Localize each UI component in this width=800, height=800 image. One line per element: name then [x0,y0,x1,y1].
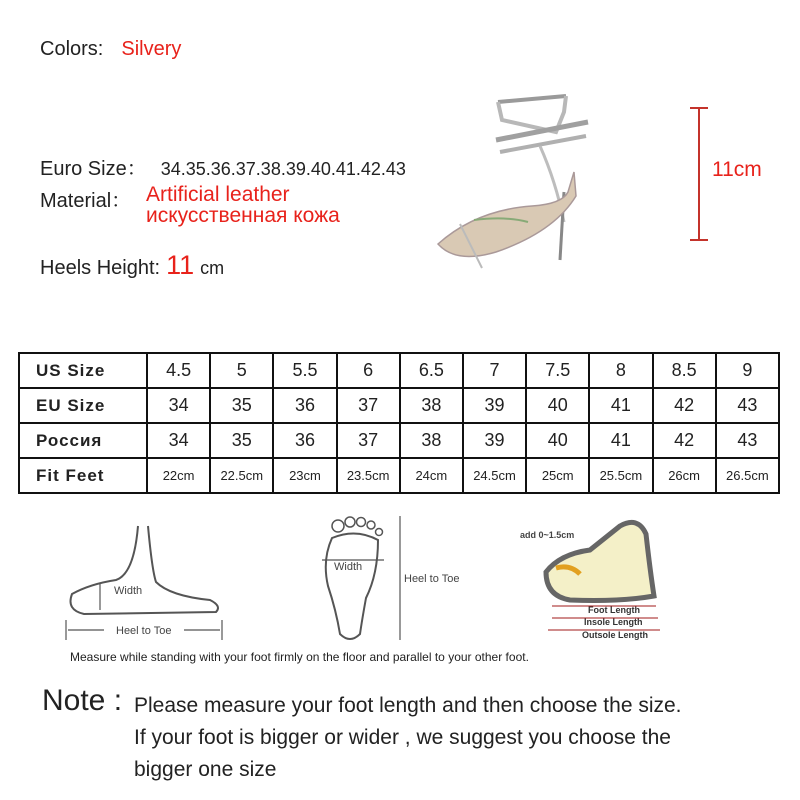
material-label: Material： [40,190,132,212]
note-line-3: bigger one size [134,758,277,781]
size-cell: 34 [147,423,210,458]
height-marker-bar [688,106,710,242]
size-cell: 24cm [400,458,463,493]
heels-height-value: 11 [166,250,195,280]
size-cell: 43 [716,388,779,423]
size-cell: 23.5cm [337,458,400,493]
size-cell: 22cm [147,458,210,493]
euro-size-row [40,152,406,181]
size-table-row [19,353,779,388]
note-title: Note : [42,684,123,717]
size-cell: 38 [400,388,463,423]
top-heel-to-toe-label: Heel to Toe [404,573,460,585]
height-marker-label: 11cm [712,158,762,181]
size-row-header: Fit Feet [19,458,147,493]
side-foot-figure [66,526,222,640]
size-cell: 40 [526,388,589,423]
side-heel-to-toe-label: Heel to Toe [116,625,172,637]
material-value [146,184,340,226]
insole-figure [520,522,660,640]
size-cell: 6 [337,353,400,388]
top-width-label: Width [334,561,363,573]
size-cell: 6.5 [400,353,463,388]
foot-length-label: Foot Length [588,605,640,615]
heels-height-label: Heels Height: [40,257,161,279]
top-foot-figure [322,516,459,640]
size-cell: 5.5 [273,353,336,388]
size-cell: 35 [210,423,273,458]
note-line-1: Please measure your foot length and then choose the size. [134,694,682,717]
size-cell: 42 [653,423,716,458]
size-cell: 8.5 [653,353,716,388]
size-cell: 25cm [526,458,589,493]
size-cell: 23cm [273,458,336,493]
size-cell: 40 [526,423,589,458]
size-cell: 4.5 [147,353,210,388]
size-cell: 36 [273,388,336,423]
measure-caption: Measure while standing with your foot firmly on the floor and parallel to your other foot. [70,650,529,664]
size-cell: 35 [210,388,273,423]
size-cell: 8 [589,353,652,388]
insole-length-label: Insole Length [584,617,643,627]
euro-size-value: 34.35.36.37.38.39.40.41.42.43 [160,159,406,179]
size-table-row [19,388,779,423]
size-cell: 37 [337,423,400,458]
size-cell: 43 [716,423,779,458]
note-body [134,690,774,786]
size-cell: 41 [589,388,652,423]
outsole-length-label: Outsole Length [582,630,648,640]
size-chart-table [18,352,780,494]
size-cell: 5 [210,353,273,388]
colors-value: Silvery [121,38,182,60]
size-cell: 39 [463,388,526,423]
size-table-row [19,423,779,458]
insole-add-label: add 0~1.5cm [520,530,575,540]
size-table-row [19,458,779,493]
size-cell: 9 [716,353,779,388]
size-cell: 34 [147,388,210,423]
note-line-2: If your foot is bigger or wider , we suggest you choose the [134,726,671,749]
size-cell: 7.5 [526,353,589,388]
material-value-ru: искусственная кожа [146,204,340,227]
colors-label: Colors: [40,38,104,60]
size-cell: 25.5cm [589,458,652,493]
size-row-header: US Size [19,353,147,388]
colors-row [40,38,181,61]
size-cell: 26.5cm [716,458,779,493]
euro-size-label: Euro Size： [40,158,147,180]
size-cell: 26cm [653,458,716,493]
size-cell: 38 [400,423,463,458]
size-cell: 36 [273,423,336,458]
size-cell: 41 [589,423,652,458]
size-cell: 7 [463,353,526,388]
size-row-header: Россия [19,423,147,458]
measurement-diagram [60,510,740,670]
size-row-header: EU Size [19,388,147,423]
heels-height-row [40,250,224,281]
size-cell: 24.5cm [463,458,526,493]
material-value-en: Artificial leather [146,183,290,206]
size-cell: 42 [653,388,716,423]
size-cell: 22.5cm [210,458,273,493]
size-cell: 37 [337,388,400,423]
shoe-image [436,92,646,270]
heels-height-unit: cm [200,258,225,278]
side-width-label: Width [114,585,143,597]
size-cell: 39 [463,423,526,458]
